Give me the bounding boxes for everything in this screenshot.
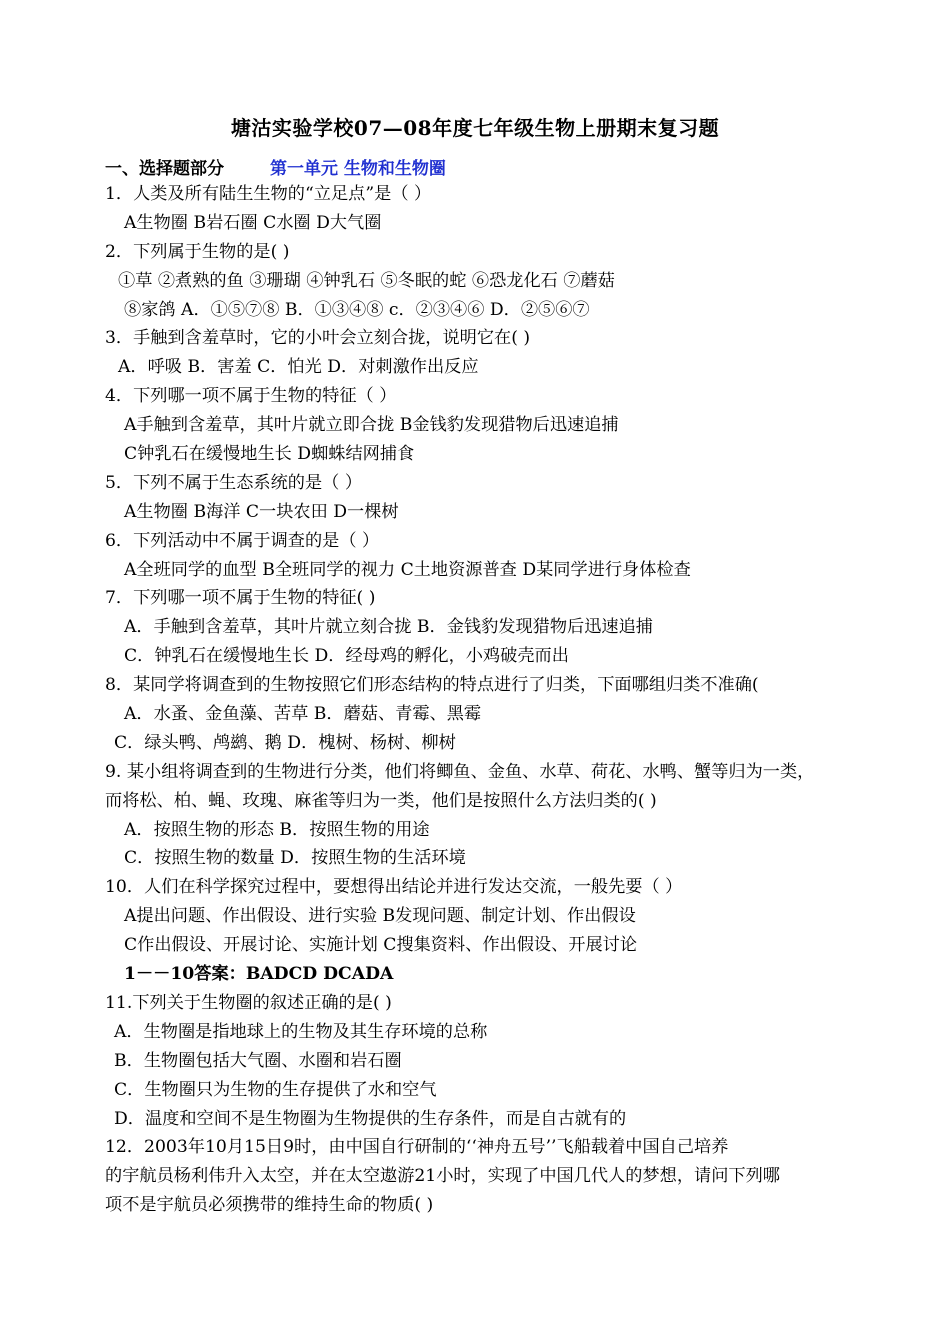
question-line: 2．下列属于生物的是( ): [105, 241, 290, 262]
question-line: C．钟乳石在缓慢地生长 D．经母鸡的孵化，小鸡破壳而出: [124, 646, 569, 667]
question-line: 7．下列哪一项不属于生物的特征( ): [105, 588, 376, 609]
question-list: [105, 180, 850, 1220]
question-line: 9. 某小组将调查到的生物进行分类，他们将鲫鱼、金鱼、水草、荷花、水鸭、蟹等归为一类，: [105, 761, 815, 782]
question-line: A．水蚤、金鱼藻、苦草 B．蘑菇、青霉、黑霉: [124, 704, 482, 725]
question-line: 5．下列不属于生态系统的是（ ）: [105, 472, 363, 493]
question-line: A生物圈 B海洋 C一块农田 D一棵树: [124, 501, 399, 522]
question-line: C作出假设、开展讨论、实施计划 C搜集资料、作出假设、开展讨论: [124, 935, 638, 956]
question-line: 而将松、柏、蝇、玫瑰、麻雀等归为一类，他们是按照什么方法归类的( ): [105, 790, 657, 811]
question-line: A提出问题、作出假设、进行实验 B发现问题、制定计划、作出假设: [124, 906, 636, 927]
question-line: C钟乳石在缓慢地生长 D蜘蛛结网捕食: [124, 444, 415, 465]
unit-heading: 第一单元 生物和生物圈: [270, 159, 446, 179]
question-line: ⑧家鸽 A．①⑤⑦⑧ B．①③④⑧ c．②③④⑥ D．②⑤⑥⑦: [124, 299, 590, 320]
question-line: 6．下列活动中不属于调查的是（ ）: [105, 530, 380, 551]
document-title: 塘沽实验学校07—08年度七年级生物上册期末复习题: [230, 116, 720, 140]
question-line: 3．手触到含羞草时，它的小叶会立刻合拢，说明它在( ): [105, 328, 531, 349]
section-heading: [105, 154, 446, 179]
question-line: 11.下列关于生物圈的叙述正确的是( ): [105, 992, 392, 1013]
question-line: A．手触到含羞草，其叶片就立刻合拢 B．金钱豹发现猎物后迅速追捕: [124, 617, 653, 638]
question-line: 项不是宇航员必须携带的维持生命的物质( ): [105, 1195, 434, 1216]
question-line: 的宇航员杨利伟升入太空，并在太空遨游21小时，实现了中国几代人的梦想，请问下列哪: [105, 1166, 780, 1187]
question-line: 10．人们在科学探究过程中，要想得出结论并进行发达交流，一般先要（ ）: [105, 877, 683, 898]
question-line: B．生物圈包括大气圈、水圈和岩石圈: [114, 1050, 402, 1071]
question-line: A手触到含羞草，其叶片就立即合拢 B金钱豹发现猎物后迅速追捕: [124, 415, 619, 436]
question-line: C．按照生物的数量 D．按照生物的生活环境: [124, 848, 466, 869]
question-line: D．温度和空间不是生物圈为生物提供的生存条件，而是自古就有的: [114, 1108, 627, 1129]
question-line: 8．某同学将调查到的生物按照它们形态结构的特点进行了归类，下面哪组归类不准确(: [105, 675, 759, 696]
question-line: A．呼吸 B．害羞 C．怕光 D．对刺激作出反应: [118, 357, 479, 378]
question-line: 12．2003年10月15日9时，由中国自行研制的‘‘神舟五号’’飞船载着中国自己培养: [105, 1137, 729, 1158]
question-line: 4．下列哪一项不属于生物的特征（ ）: [105, 386, 397, 407]
section-label: 一、选择题部分: [105, 159, 224, 179]
question-line: A．生物圈是指地球上的生物及其生存环境的总称: [114, 1021, 488, 1042]
question-line: C．生物圈只为生物的生存提供了水和空气: [114, 1079, 437, 1100]
question-line: A．按照生物的形态 B．按照生物的用途: [124, 819, 430, 840]
question-line: ①草 ②煮熟的鱼 ③珊瑚 ④钟乳石 ⑤冬眠的蛇 ⑥恐龙化石 ⑦蘑菇: [118, 270, 615, 291]
question-line: A生物圈 B岩石圈 C水圈 D大气圈: [124, 212, 382, 233]
question-line: A全班同学的血型 B全班同学的视力 C土地资源普查 D某同学进行身体检查: [124, 559, 691, 580]
question-line: 1．人类及所有陆生生物的“立足点”是（ ）: [105, 184, 432, 204]
answer-key-line: 1－－10答案：BADCD DCADA: [124, 964, 394, 985]
question-line: C．绿头鸭、鸬鹚、鹅 D．槐树、杨树、柳树: [114, 732, 456, 753]
